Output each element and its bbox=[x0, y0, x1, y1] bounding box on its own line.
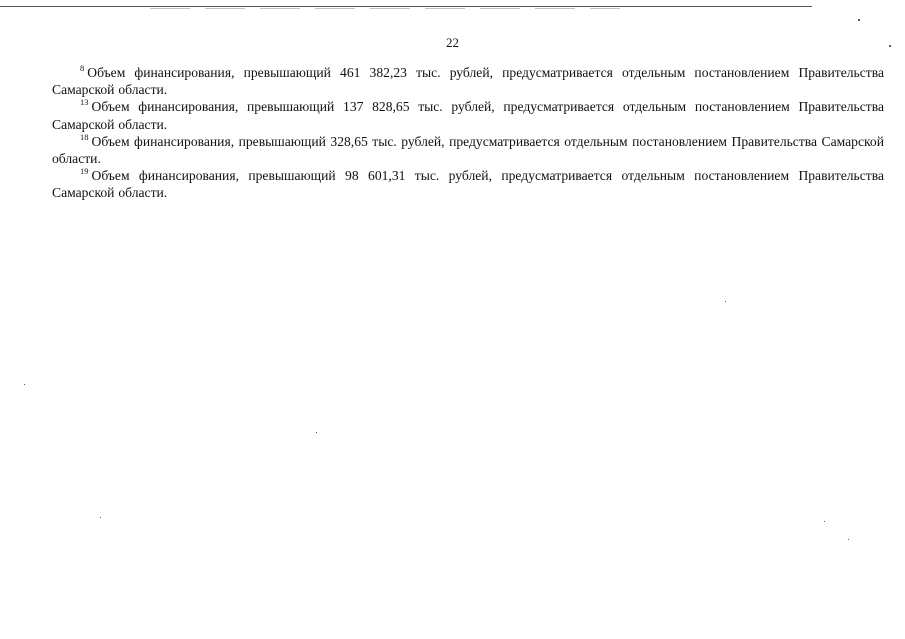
footnote-text: Объем финансирования, превышающий 98 601,31 тыс. рублей, предусматривается отдельным постановлением Правительства Самарской области. bbox=[52, 168, 884, 201]
footnotes-block bbox=[52, 64, 884, 202]
scan-speck bbox=[725, 301, 726, 302]
footnote-text: Объем финансирования, превышающий 461 382,23 тыс. рублей, предусматривается отдельным постановлением Правительства Самарской области. bbox=[52, 65, 884, 98]
scan-speck bbox=[24, 384, 25, 385]
footnote-text: Объем финансирования, превышающий 137 828,65 тыс. рублей, предусматривается отдельным постановлением Правительства Самарской области. bbox=[52, 99, 884, 132]
footnote-mark: 8 bbox=[80, 63, 85, 73]
footnote-mark: 13 bbox=[80, 97, 89, 108]
footnote-mark: 18 bbox=[80, 131, 89, 142]
scan-speck bbox=[848, 539, 849, 540]
scan-speck bbox=[316, 432, 317, 433]
footnote-18 bbox=[52, 133, 884, 167]
footnote-text: Объем финансирования, превышающий 328,65 тыс. рублей, предусматривается отдельным постановлением Правительства Самарской области. bbox=[52, 133, 884, 167]
footnote-13 bbox=[52, 98, 884, 132]
scan-speck bbox=[100, 517, 101, 518]
scan-speck bbox=[824, 521, 825, 522]
top-scan-rule bbox=[0, 6, 812, 7]
page-number: 22 bbox=[446, 35, 459, 50]
footnote-mark: 19 bbox=[80, 166, 89, 177]
footnote-8 bbox=[52, 64, 884, 98]
footnote-19 bbox=[52, 167, 884, 201]
top-scan-rule-faint bbox=[150, 8, 620, 9]
scan-speck bbox=[889, 45, 891, 47]
scan-speck bbox=[858, 19, 860, 21]
